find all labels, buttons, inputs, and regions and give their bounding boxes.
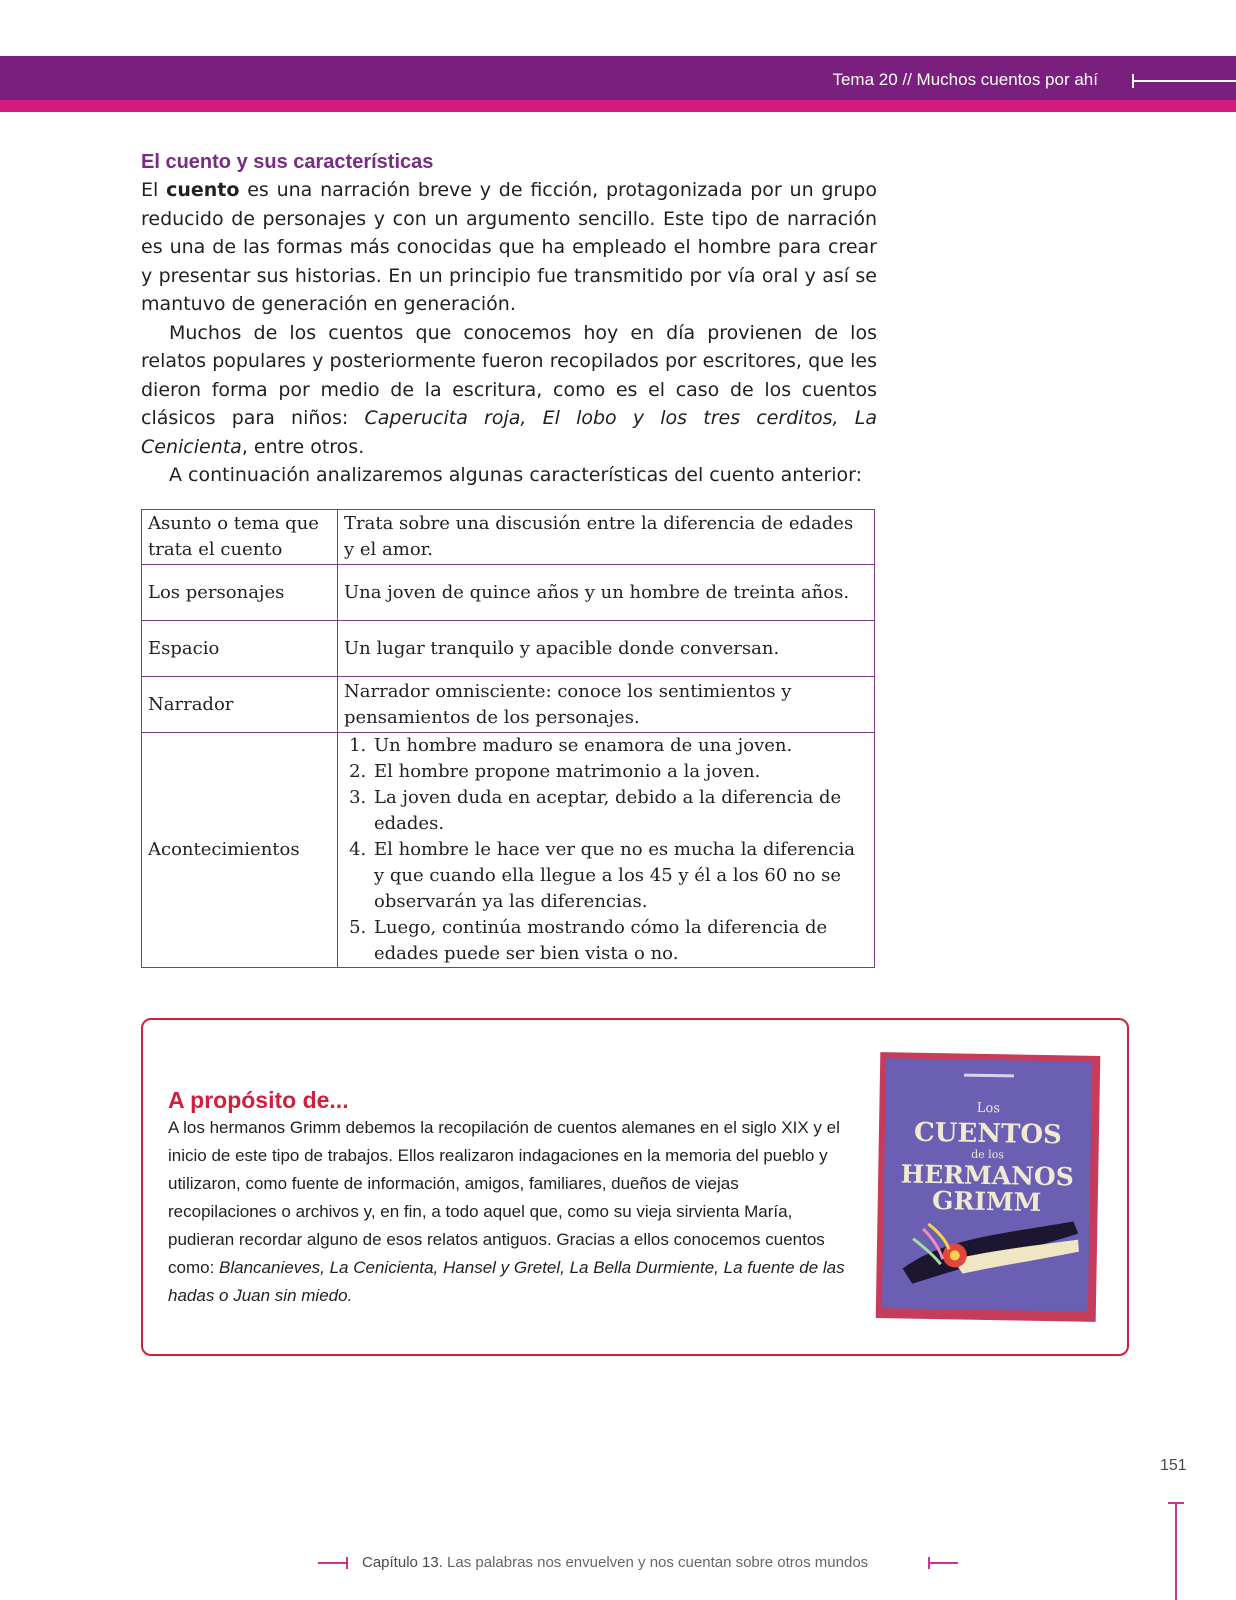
paragraph-1 [141, 176, 877, 319]
chapter-title: Las palabras nos envuelven y nos cuentan sobre otros mundos [442, 1554, 869, 1571]
footer-marker-left [318, 1562, 348, 1564]
paragraph-2-start: Muchos de los cuentos que conocemos hoy en día provienen de los relatos populares y posteriormente fueron recopilados por escritores, que les dieron forma por medio de la escritura, como es el caso de los cuentos clásicos para niños: [141, 321, 877, 429]
callout-paragraph-start: A los hermanos Grimm debemos la recopilación de cuentos alemanes en el siglo XIX y el inicio de este tipo de trabajos. Ellos realizaron indagaciones en la memoria del pueblo y utilizaron, como fuente de información, amigos, familiares, dueños de viejas recopilaciones o archivos y, en fin, a todo aquel que, como su vieja sirvienta María, pudieran recordar alguno de esos relatos antiguos. Gracias a ellos conocemos cuentos como: [168, 1118, 840, 1277]
bold-term: cuento [166, 179, 240, 201]
event-item: 2. El hombre propone matrimonio a la joven. [372, 759, 868, 785]
section-body [141, 176, 877, 490]
row-label: Asunto o tema que trata el cuento [142, 510, 338, 565]
book-title-4: HERMANOS [900, 1159, 1075, 1192]
row-label: Espacio [142, 621, 338, 677]
book-cover [882, 1058, 1092, 1312]
paragraph-2-end: , entre otros. [241, 435, 365, 458]
book-illustration [882, 1058, 1092, 1312]
paragraph-3: A continuación analizaremos algunas características del cuento anterior: [169, 464, 863, 486]
event-item: 3. La joven duda en aceptar, debido a la diferencia de edades. [372, 785, 868, 837]
callout-story-titles: Blancanieves, La Cenicienta, Hansel y Gretel, La Bella Durmiente, La fuente de las hadas o Juan sin miedo. [168, 1258, 845, 1305]
callout-text [168, 1114, 848, 1310]
paragraph-1-rest: es una narración breve y de ficción, protagonizada por un grupo reducido de personajes y con un argumento sencillo. Este tipo de narración es una de las formas más conocidas que ha empleado el hombre para crear y presentar sus historias. En un principio fue transmitido por vía oral y así se mantuvo de generación en generación. [141, 179, 877, 315]
row-value: Narrador omnisciente: conoce los sentimientos y pensamientos de los personajes. [338, 677, 875, 733]
table-row [142, 733, 875, 968]
event-item: 4. El hombre le hace ver que no es mucha la diferencia y que cuando ella llegue a los 45 y él a los 60 no se observarán ya las diferencias. [372, 837, 868, 915]
side-marker-line [1175, 1502, 1177, 1600]
page-number: 151 [1160, 1457, 1187, 1474]
table-row [142, 677, 875, 733]
characteristics-table [141, 509, 875, 968]
story-titles: Caperucita roja, El lobo y los tres cerditos, La Cenicienta [141, 407, 877, 458]
chapter-number: Capítulo 13. [362, 1554, 443, 1571]
table-row [142, 621, 875, 677]
row-label: Los personajes [142, 565, 338, 621]
row-label: Narrador [142, 677, 338, 733]
book-title-3: de los [971, 1147, 1005, 1162]
row-value: Un lugar tranquilo y apacible donde conversan. [338, 621, 875, 677]
footer-marker-left-tick [346, 1557, 348, 1569]
row-value: Una joven de quince años y un hombre de treinta años. [338, 565, 875, 621]
book-title-5: GRIMM [931, 1186, 1042, 1217]
footer-marker-right [928, 1562, 958, 1564]
row-label: Acontecimientos [142, 733, 338, 968]
paragraph-2 [141, 319, 877, 462]
topic-title: Tema 20 // Muchos cuentos por ahí [832, 70, 1098, 89]
table-row [142, 510, 875, 565]
section-heading: El cuento y sus características [141, 151, 434, 173]
table-row [142, 565, 875, 621]
events-list [344, 733, 868, 967]
event-item: 1. Un hombre maduro se enamora de una joven. [372, 733, 868, 759]
footer-chapter [362, 1554, 868, 1572]
callout-paragraph [168, 1114, 848, 1310]
callout-heading: A propósito de... [168, 1087, 349, 1113]
event-item: 5. Luego, continúa mostrando cómo la diferencia de edades puede ser bien vista o no. [372, 915, 868, 967]
header-marker-line [1132, 80, 1236, 82]
events-cell [338, 733, 875, 968]
paragraph-1-start: El [141, 179, 167, 201]
row-value: Trata sobre una discusión entre la diferencia de edades y el amor. [338, 510, 875, 565]
book-cover-image [876, 1052, 1101, 1322]
header-stripe [0, 100, 1236, 112]
book-title-2: CUENTOS [913, 1117, 1063, 1151]
book-title-1: Los [976, 1100, 1001, 1117]
